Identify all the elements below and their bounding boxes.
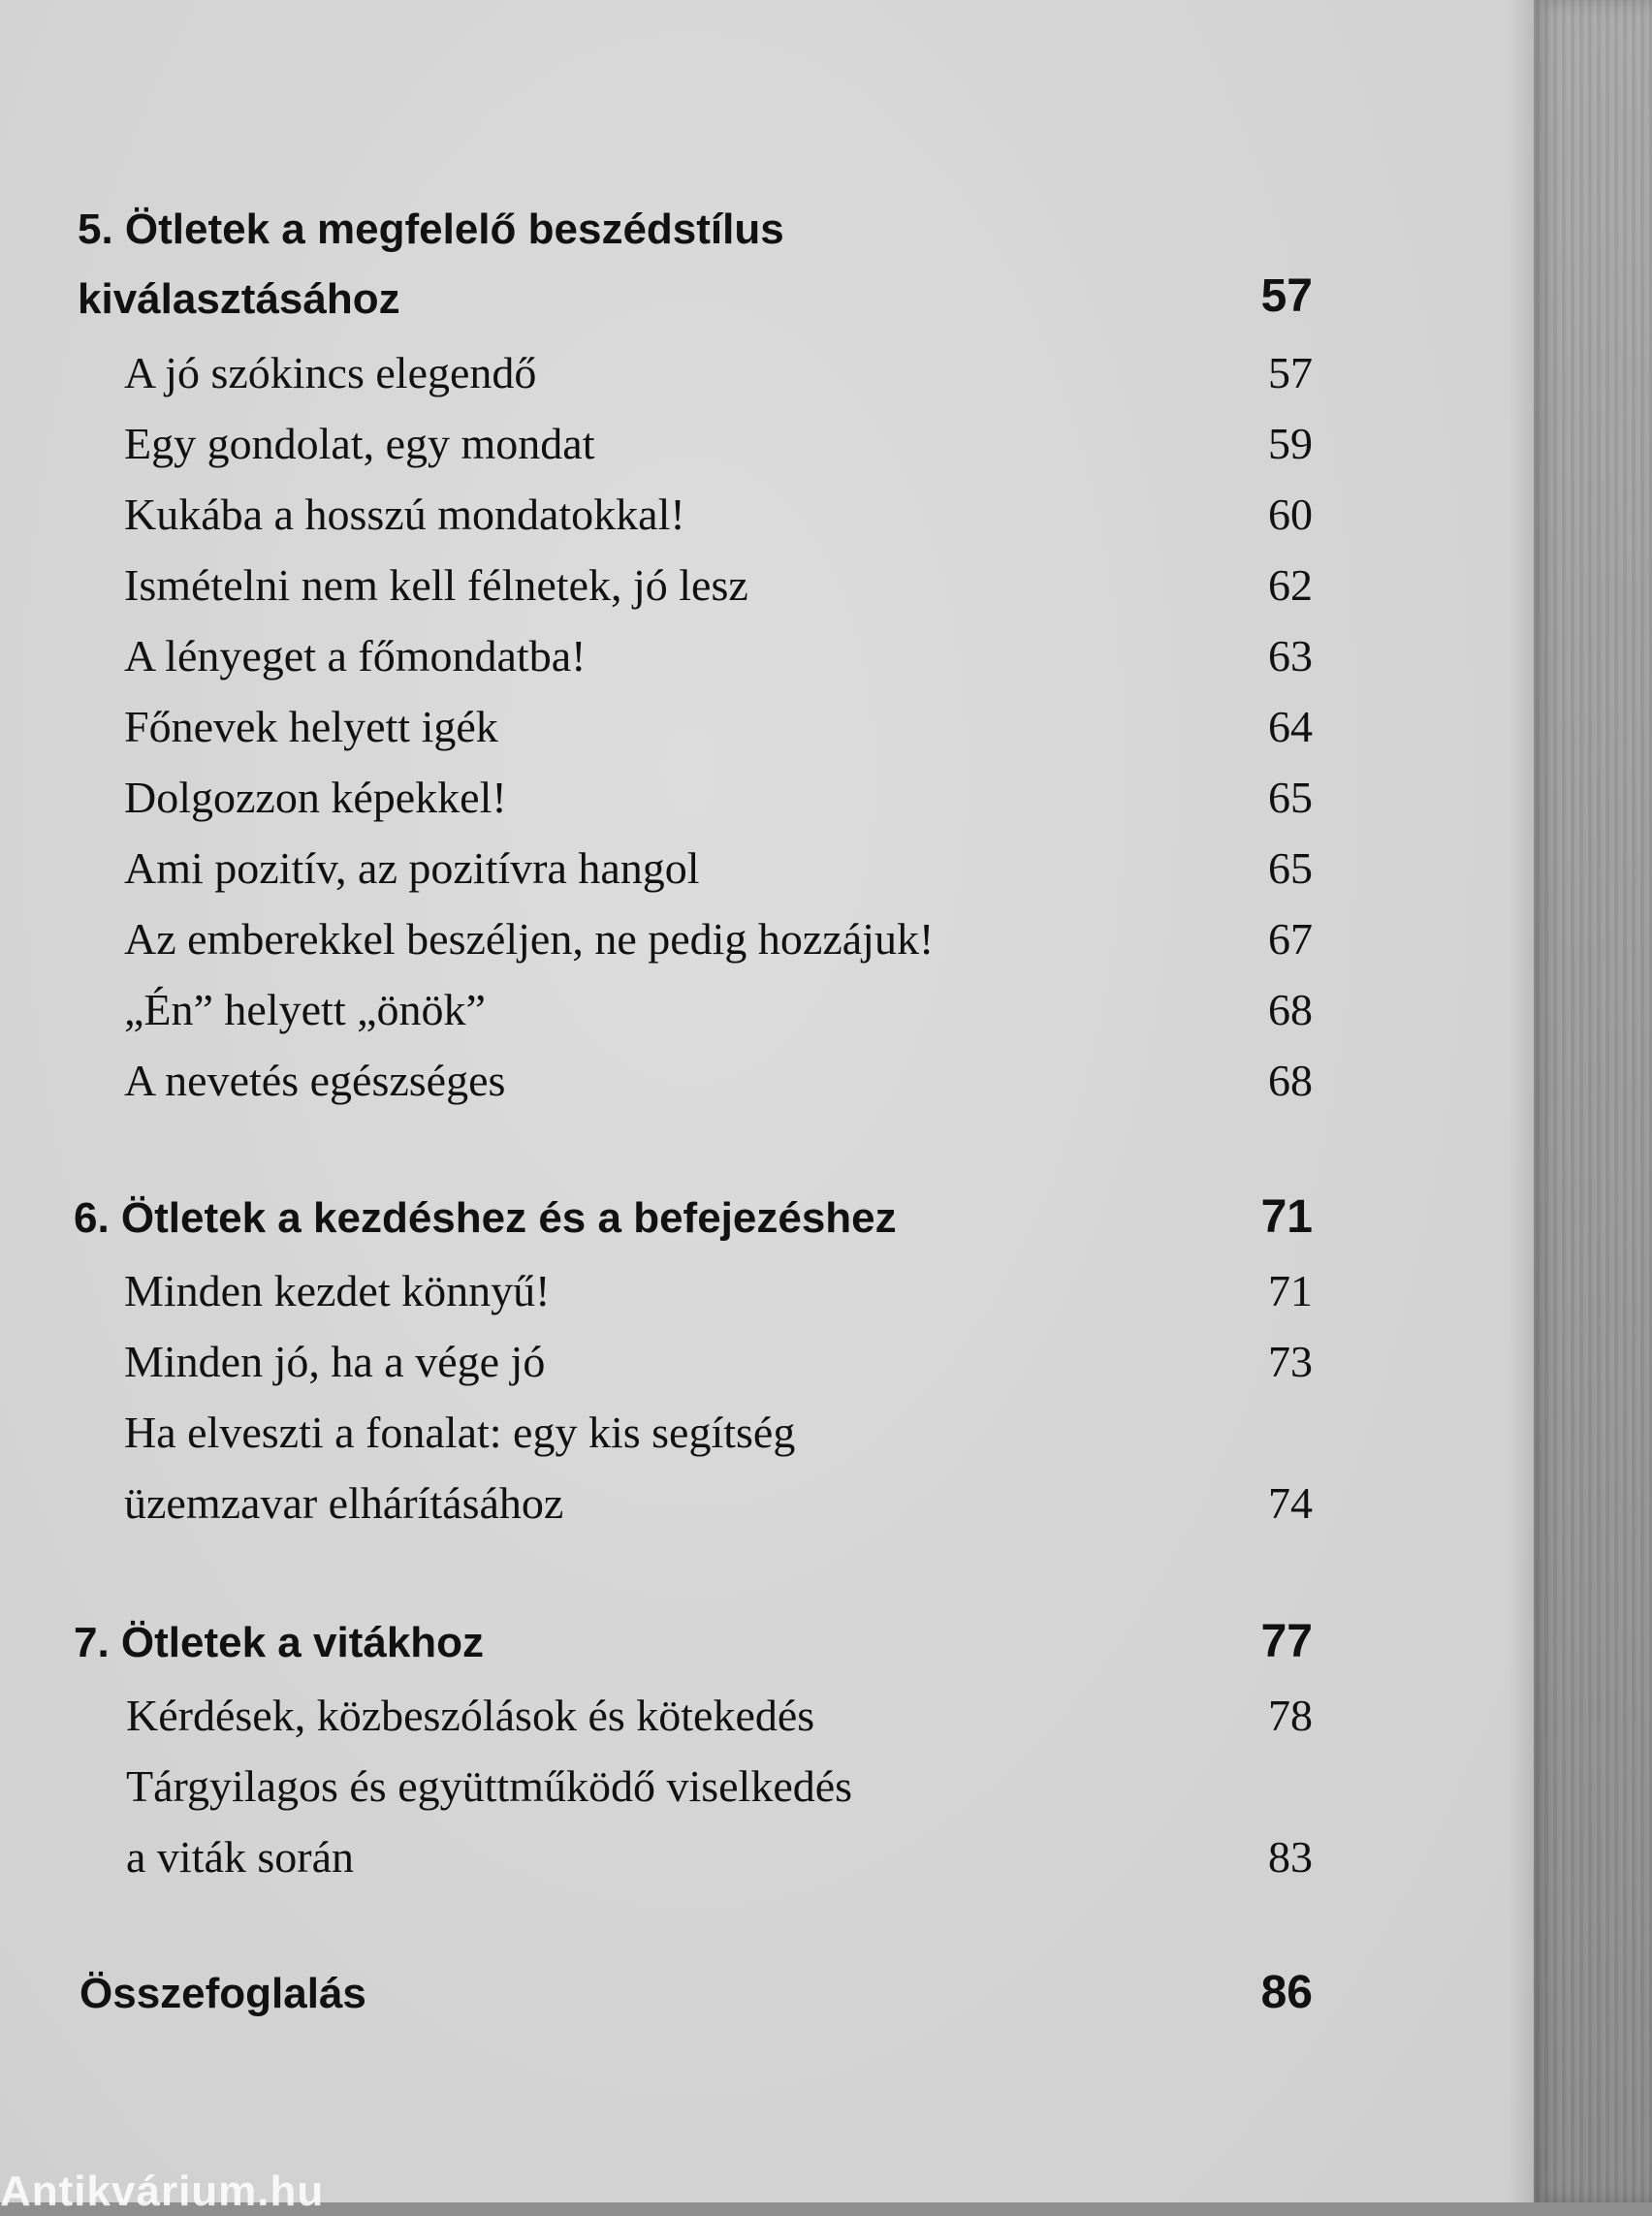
toc-item <box>0 984 1534 1052</box>
toc-item-title-line2: a viták során <box>126 1832 355 1882</box>
toc-item-line1 <box>0 1760 1534 1828</box>
toc-summary-title: Összefoglalás <box>79 1970 366 2017</box>
toc-chapter-5-heading-line1 <box>0 206 1534 273</box>
toc-item-page: 65 <box>1268 773 1313 822</box>
toc-item <box>0 559 1534 627</box>
toc-item <box>0 772 1534 839</box>
toc-item-title: Főnevek helyett igék <box>124 702 498 751</box>
toc-item-page: 71 <box>1268 1266 1313 1315</box>
toc-item-title: A nevetés egészséges <box>124 1056 506 1105</box>
book-edge-background <box>1534 0 1652 2202</box>
toc-chapter-7-heading <box>0 1616 1534 1687</box>
toc-item-line1 <box>0 1407 1534 1474</box>
toc-item-title: A jó szókincs elegendő <box>124 348 537 397</box>
toc-item-page: 83 <box>1268 1832 1313 1882</box>
toc-item <box>0 1336 1534 1404</box>
toc-item-page: 62 <box>1268 560 1313 610</box>
toc-item <box>0 1690 1534 1757</box>
toc-item-page: 57 <box>1268 348 1313 397</box>
toc-chapter-6-page: 71 <box>1260 1191 1313 1243</box>
toc-item-line2 <box>0 1477 1534 1545</box>
toc-item-line2 <box>0 1831 1534 1899</box>
toc-chapter-5-page: 57 <box>1260 270 1313 322</box>
toc-chapter-5-title-line2: kiválasztásához <box>78 275 400 323</box>
toc-item-title: Az emberekkel beszéljen, ne pedig hozzájuk! <box>124 914 935 964</box>
toc-item-title: Kérdések, közbeszólások és kötekedés <box>126 1691 815 1740</box>
toc-chapter-7-page: 77 <box>1260 1616 1313 1667</box>
toc-item <box>0 489 1534 556</box>
toc-item-page: 64 <box>1268 702 1313 751</box>
toc-item <box>0 630 1534 698</box>
toc-item <box>0 1265 1534 1333</box>
toc-chapter-5-title-line1: 5. Ötletek a megfelelő beszédstílus <box>78 206 784 253</box>
toc-item-page: 65 <box>1268 843 1313 893</box>
toc-item-page: 68 <box>1268 985 1313 1034</box>
toc-item-title: Dolgozzon képekkel! <box>124 773 507 822</box>
toc-item-page: 73 <box>1268 1337 1313 1386</box>
toc-item-title: Minden kezdet könnyű! <box>124 1266 551 1315</box>
toc-item-title-line1: Tárgyilagos és együttműködő viselkedés <box>126 1761 853 1811</box>
toc-item-title: „Én” helyett „önök” <box>124 985 486 1034</box>
toc-item-title: Kukába a hosszú mondatokkal! <box>124 490 685 539</box>
toc-summary-page: 86 <box>1260 1967 1313 2018</box>
toc-chapter-6-heading <box>0 1191 1534 1262</box>
toc-chapter-5-heading-line2 <box>0 270 1534 343</box>
toc-item-page: 74 <box>1268 1478 1313 1528</box>
toc-item-title: Egy gondolat, egy mondat <box>124 419 595 468</box>
toc-chapter-6-title: 6. Ötletek a kezdéshez és a befejezéshez <box>74 1194 897 1242</box>
toc-item-title: A lényeget a főmondatba! <box>124 631 587 681</box>
toc-chapter-7-title: 7. Ötletek a vitákhoz <box>74 1619 485 1666</box>
toc-item <box>0 418 1534 486</box>
toc-item-page: 59 <box>1268 419 1313 468</box>
toc-item-page: 60 <box>1268 490 1313 539</box>
toc-item <box>0 701 1534 769</box>
toc-summary <box>0 1967 1534 2038</box>
toc-item-page: 63 <box>1268 631 1313 681</box>
toc-item <box>0 347 1534 415</box>
toc-item <box>0 1055 1534 1123</box>
toc-item-page: 78 <box>1268 1691 1313 1740</box>
toc-item-title-line1: Ha elveszti a fonalat: egy kis segítség <box>124 1408 796 1457</box>
toc-item-title-line2: üzemzavar elhárításához <box>124 1478 564 1528</box>
watermark: Antikvárium.hu <box>0 2168 325 2215</box>
toc-item <box>0 913 1534 981</box>
toc-item-title: Ami pozitív, az pozitívra hangol <box>124 843 700 893</box>
toc-item-page: 68 <box>1268 1056 1313 1105</box>
toc-item-title: Minden jó, ha a vége jó <box>124 1337 546 1386</box>
toc-item-page: 67 <box>1268 914 1313 964</box>
toc-item-title: Ismételni nem kell félnetek, jó lesz <box>124 560 748 610</box>
toc-item <box>0 842 1534 910</box>
